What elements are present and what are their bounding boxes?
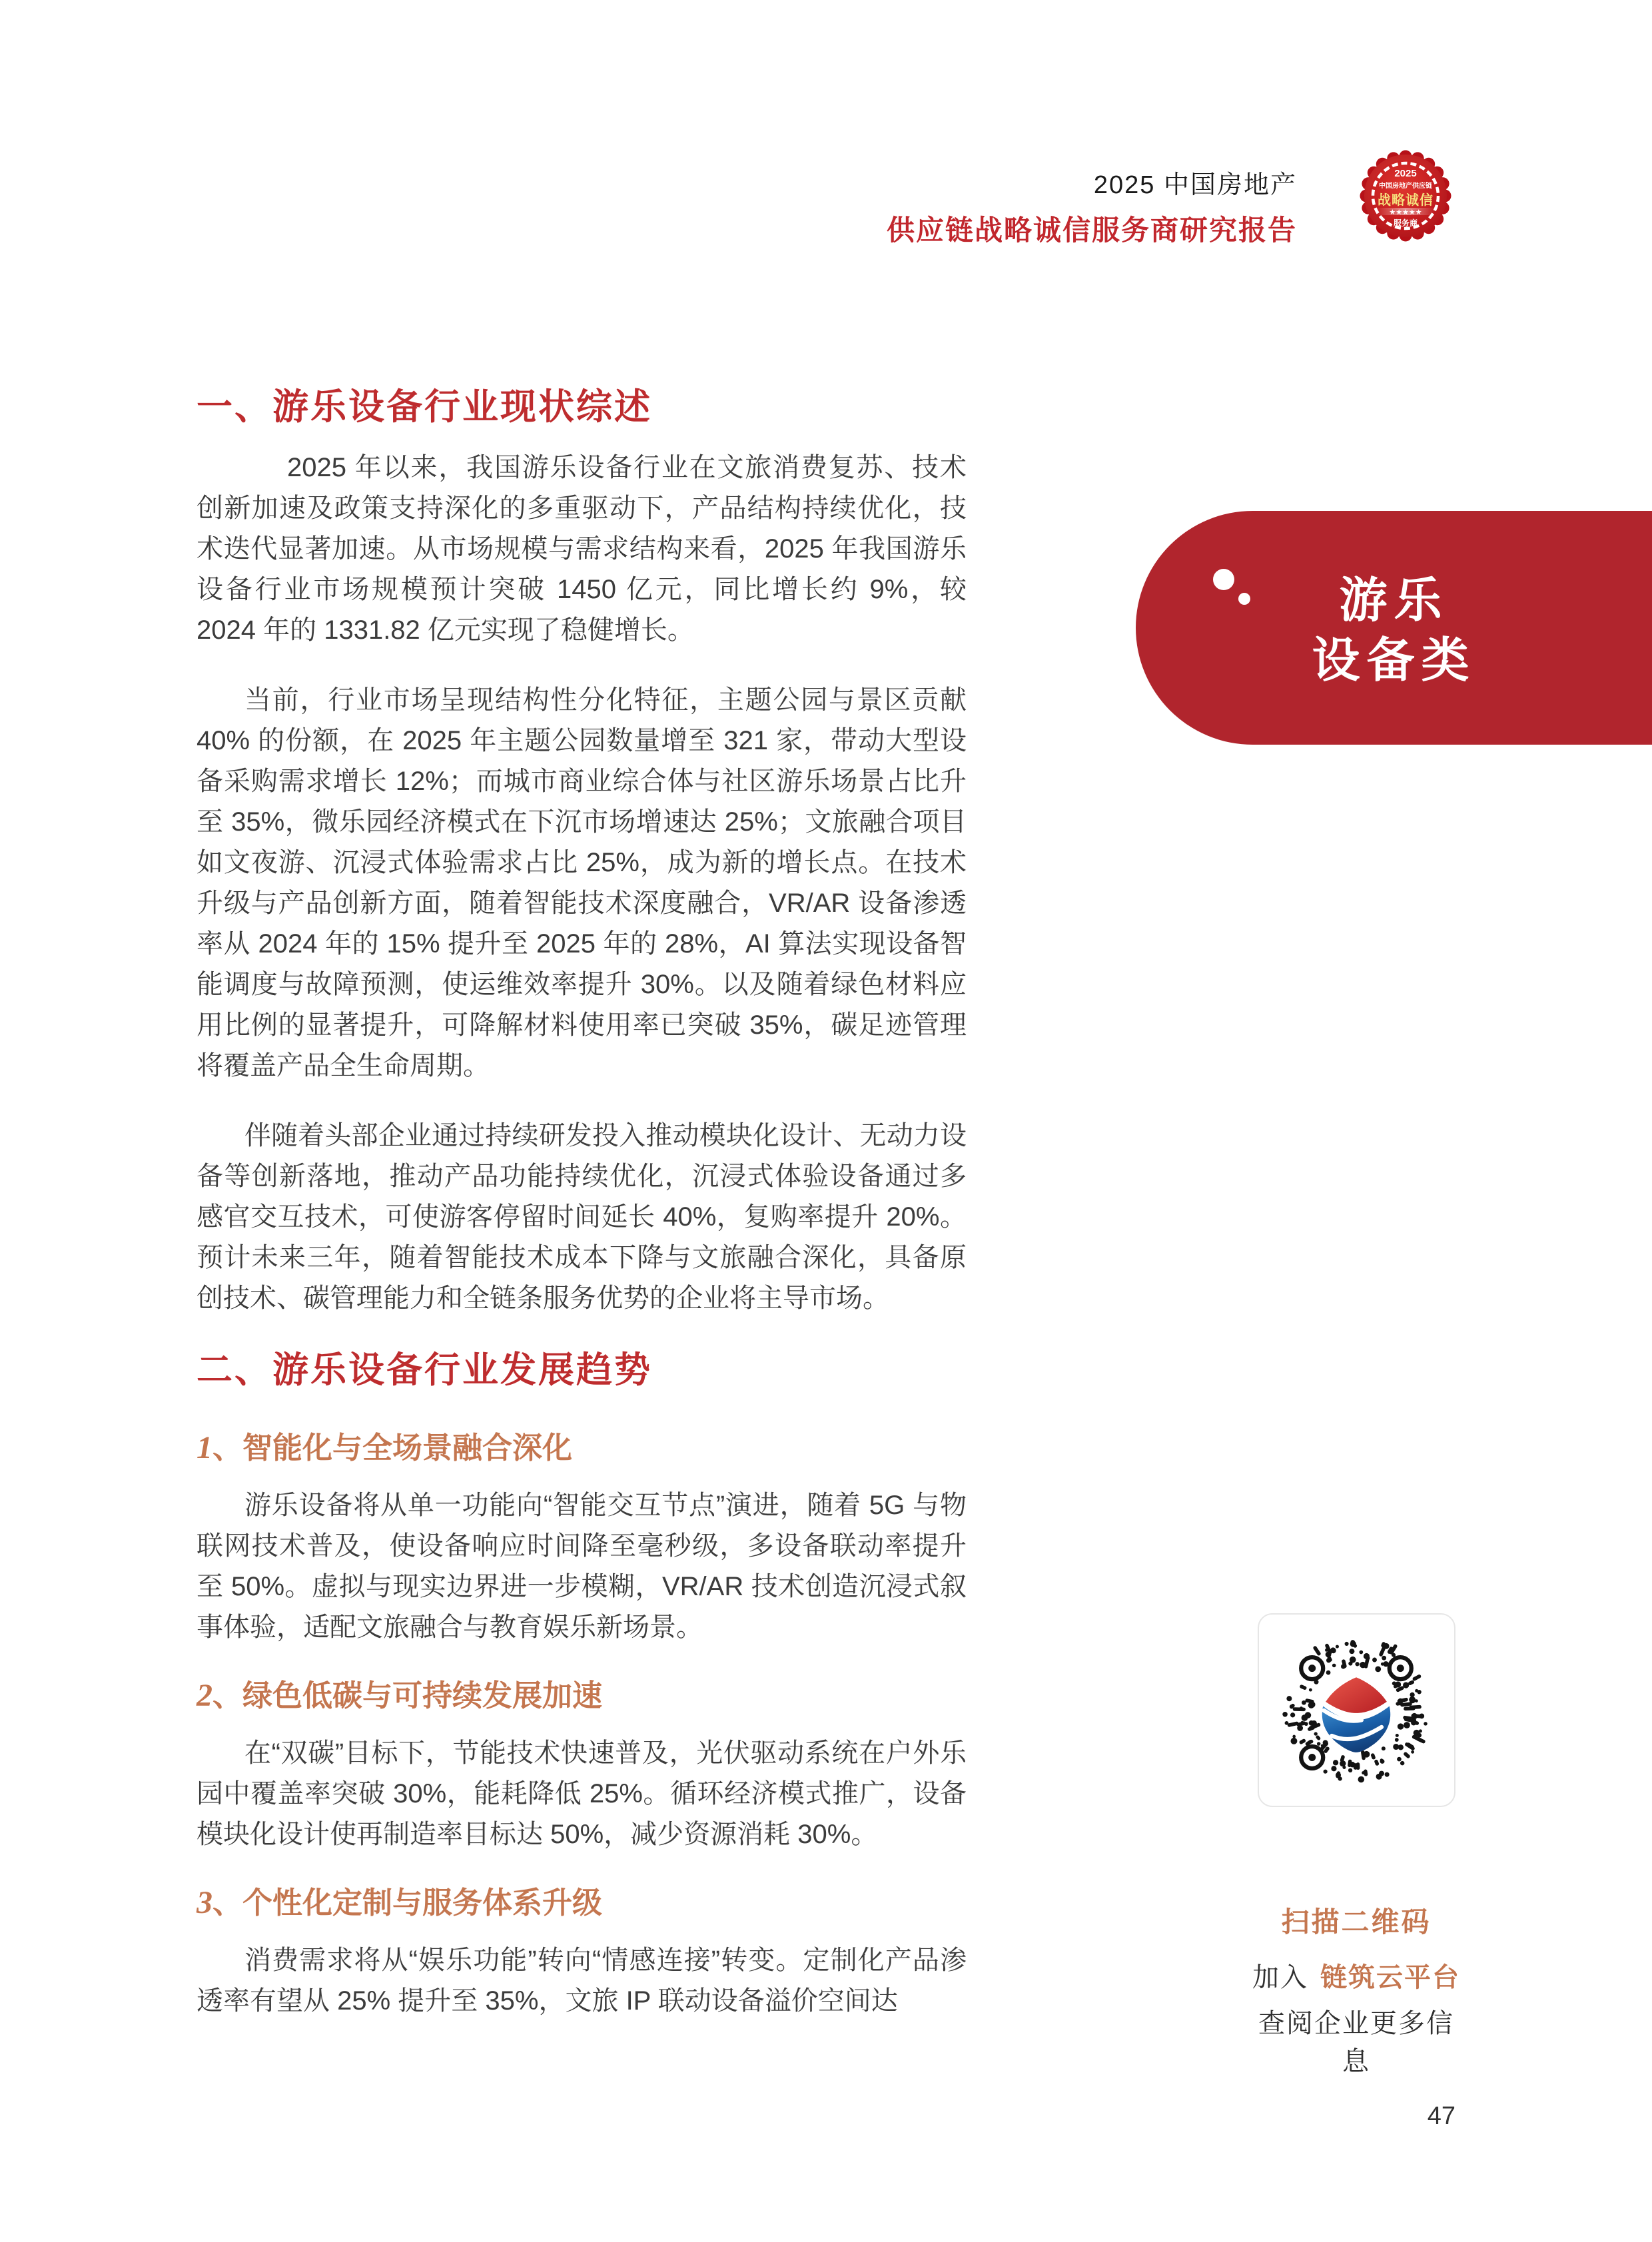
- subsection-title: 智能化与全场景融合深化: [242, 1431, 573, 1465]
- paragraph: 游乐设备将从单一功能向“智能交互节点”演进，随着 5G 与物联网技术普及，使设备响应时间降至毫秒级，多设备联动率提升至 50%。虚拟与现实边界进一步模糊，VR/AR 技术创造沉浸式叙事体验，适配文旅融合与教育娱乐新场景。: [197, 1491, 967, 1642]
- subsection-3-heading: [197, 1884, 967, 1922]
- subsection-separator: 、: [212, 1431, 243, 1465]
- subsection-title: 个性化定制与服务体系升级: [242, 1886, 603, 1920]
- qr-finder-top-right: [1390, 1657, 1412, 1679]
- category-tab-label: [1136, 571, 1652, 691]
- article-body: [197, 385, 967, 2051]
- paragraph: 在“双碳”目标下，节能技术快速普及，光伏驱动系统在户外乐园中覆盖率突破 30%，能耗降低 25%。循环经济模式推广，设备模块化设计使再制造率目标达 50%，减少资源消耗 30%。: [197, 1738, 967, 1849]
- qr-caption-platform: 链筑云平台: [1320, 1963, 1460, 1992]
- subsection-2-heading: [197, 1677, 967, 1714]
- category-line2: 设备类: [1312, 634, 1476, 687]
- category-line1: 游乐: [1339, 574, 1449, 627]
- seal-line3: 服务商: [1393, 218, 1418, 228]
- qr-panel: [1252, 1613, 1460, 2078]
- seal-line1: 中国房地产供应链: [1379, 183, 1432, 190]
- paragraph: 消费需求将从“娱乐功能”转向“情感连接”转变。定制化产品渗透率有望从 25% 提升至 35%，文旅 IP 联动设备溢价空间达: [197, 1946, 967, 2016]
- qr-finder-bottom-left: [1301, 1746, 1323, 1768]
- qr-code-icon: [1269, 1623, 1444, 1798]
- qr-caption-join: 加入: [1252, 1963, 1308, 1992]
- qr-finder-top-left: [1301, 1657, 1323, 1679]
- qr-caption-title: 扫描二维码: [1281, 1906, 1432, 1938]
- subsection-number: 2: [197, 1678, 212, 1713]
- header-title-line1: 2025 中国房地产: [1093, 171, 1297, 199]
- paragraph: 伴随着头部企业通过持续研发投入推动模块化设计、无动力设备等创新落地，推动产品功能持续优化，沉浸式体验设备通过多感官交互技术，可使游客停留时间延长 40%，复购率提升 20%。预计未来三年，随着智能技术成本下降与文旅融合深化，具备原创技术、碳管理能力和全链条服务优势的企业将主导市场。: [197, 1121, 967, 1313]
- category-tab: [1136, 511, 1652, 745]
- paragraph: 当前，行业市场呈现结构性分化特征，主题公园与景区贡献 40% 的份额，在 2025 年主题公园数量增至 321 家，带动大型设备采购需求增长 12%；而城市商业综合体与社区游乐场景占比升至 35%，微乐园经济模式在下沉市场增速达 25%；文旅融合项目如文夜游、沉浸式体验需求占比 25%，成为新的增长点。在技术升级与产品创新方面，随着智能技术深度融合，VR/AR 设备渗透率从 2024 年的 15% 提升至 2025 年的 28%，AI 算法实现设备智能调度与故障预测，使运维效率提升 30%。以及随着绿色材料应用比例的显著提升，可降解材料使用率已突破 35%，碳足迹管理将覆盖产品全生命周期。: [197, 685, 967, 1080]
- subsection-1-heading: [197, 1429, 967, 1467]
- header-title-line2: 供应链战略诚信服务商研究报告: [886, 214, 1297, 246]
- paragraph: 2025 年以来，我国游乐设备行业在文旅消费复苏、技术创新加速及政策支持深化的多重驱动下，产品结构持续优化，技术迭代显著加速。从市场规模与需求结构来看，2025 年我国游乐设备行业市场规模预计突破 1450 亿元，同比增长约 9%，较 2024 年的 1331.82 亿元实现了稳健增长。: [197, 453, 967, 645]
- qr-card: [1258, 1613, 1455, 1807]
- subsection-title: 绿色低碳与可持续发展加速: [242, 1679, 603, 1712]
- qr-center-logo: [1322, 1677, 1390, 1752]
- section-1-heading: 一、游乐设备行业现状综述: [197, 387, 652, 427]
- subsection-number: 3: [197, 1885, 212, 1920]
- subsection-number: 1: [197, 1430, 212, 1465]
- honor-seal-icon: [1359, 149, 1452, 242]
- subsection-separator: 、: [212, 1886, 243, 1920]
- seal-year: 2025: [1394, 168, 1417, 179]
- qr-caption-join-line: [1252, 1956, 1460, 1994]
- subsection-separator: 、: [212, 1679, 243, 1712]
- seal-stars: ★★★★★: [1389, 208, 1422, 216]
- seal-line2: 战略诚信: [1378, 193, 1434, 208]
- qr-caption-more: 查阅企业更多信息: [1258, 2009, 1454, 2076]
- page-header: [887, 164, 1297, 248]
- page-number: 47: [1427, 2102, 1455, 2130]
- section-2-heading: 二、游乐设备行业发展趋势: [197, 1350, 652, 1390]
